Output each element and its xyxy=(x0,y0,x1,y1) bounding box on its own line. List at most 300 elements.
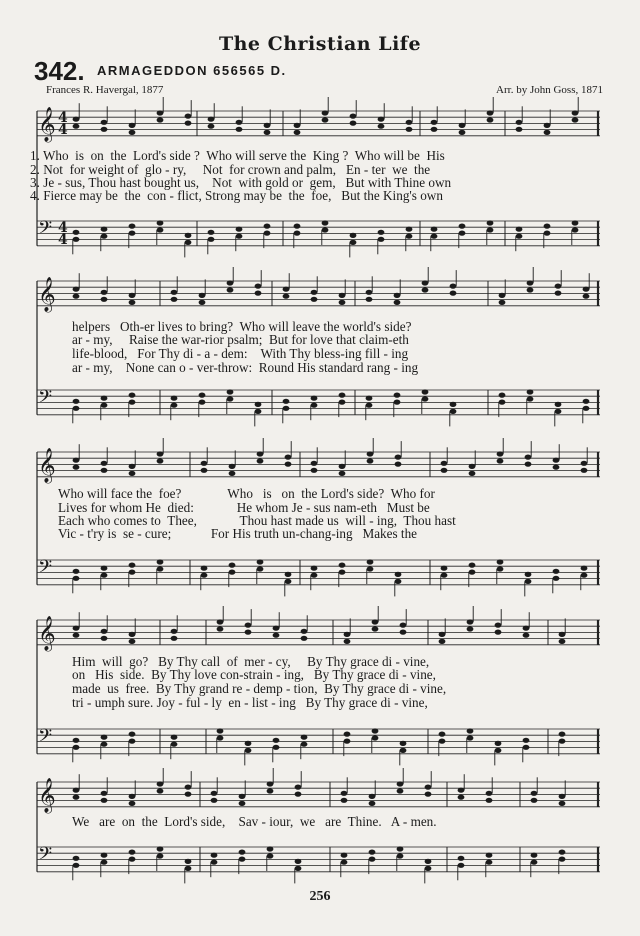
note-head xyxy=(73,863,80,868)
note-head xyxy=(572,227,579,232)
note-head xyxy=(581,468,588,473)
note-head xyxy=(469,471,476,476)
note-head xyxy=(255,402,262,407)
note-head xyxy=(73,856,80,861)
note-head xyxy=(487,110,494,115)
note-head xyxy=(101,468,108,473)
note-head xyxy=(458,863,465,868)
note-head xyxy=(441,461,448,466)
note-head xyxy=(395,572,402,577)
note-head xyxy=(217,728,224,733)
lyric-line-s1-v4: 4. Fierce may be the con - flict, Strong may be the foe, But the King's own xyxy=(30,188,443,203)
note-head xyxy=(516,127,523,132)
note-head xyxy=(101,735,108,740)
note-head xyxy=(73,124,80,129)
note-head xyxy=(185,866,192,871)
note-head xyxy=(422,389,429,394)
note-head xyxy=(157,781,164,786)
note-head xyxy=(129,850,136,855)
note-head xyxy=(425,866,432,871)
note-head xyxy=(339,400,346,405)
note-head xyxy=(425,859,432,864)
note-head xyxy=(208,237,215,242)
note-head xyxy=(572,110,579,115)
lyric-line-s3-v4: Vic - t'ry is se - cure; For His truth un-chang-ing Makes the xyxy=(58,526,418,541)
lyric-line-s4-v1: Him will go? By Thy call of mer - cy, By Thy grace di - vine, xyxy=(72,654,430,669)
note-head xyxy=(372,619,379,624)
note-head xyxy=(217,626,224,631)
note-head xyxy=(467,619,474,624)
treble-clef-icon: 𝄞 xyxy=(38,616,56,651)
lyric-line-s2-v1: helpers Oth-er lives to bring? Who will leave the world's side? xyxy=(72,319,412,334)
note-head xyxy=(431,234,438,239)
note-head xyxy=(339,293,346,298)
note-head xyxy=(559,794,566,799)
note-head xyxy=(239,857,246,862)
note-head xyxy=(267,788,274,793)
lyric-line-s3-v1: Who will face the foe? Who is on the Lord's side? Who for xyxy=(58,486,435,501)
note-head xyxy=(486,860,493,865)
note-head xyxy=(101,461,108,466)
note-head xyxy=(544,130,551,135)
note-head xyxy=(255,291,262,296)
note-head xyxy=(339,393,346,398)
note-head xyxy=(372,728,379,733)
note-head xyxy=(555,284,562,289)
note-head xyxy=(101,742,108,747)
note-head xyxy=(339,464,346,469)
lyric-line-s2-v4: ar - my, None can o - ver-throw: Round His standard rang - ing xyxy=(72,360,419,375)
note-head xyxy=(469,570,476,575)
note-head xyxy=(157,451,164,456)
note-head xyxy=(101,791,108,796)
note-head xyxy=(499,400,506,405)
note-head xyxy=(583,287,590,292)
note-head xyxy=(129,231,136,236)
note-head xyxy=(101,234,108,239)
note-head xyxy=(285,579,292,584)
note-head xyxy=(523,738,530,743)
note-head xyxy=(400,623,407,628)
note-head xyxy=(458,788,465,793)
note-head xyxy=(439,739,446,744)
page-number: 256 xyxy=(309,889,331,904)
note-head xyxy=(101,636,108,641)
note-head xyxy=(378,237,385,242)
note-head xyxy=(369,801,376,806)
time-signature: 4 xyxy=(58,122,68,138)
note-head xyxy=(295,792,302,797)
lyric-line-s4-v2: on His side. By Thy love con-strain - ing, By Thy grace di - vine, xyxy=(72,667,436,682)
note-head xyxy=(544,123,551,128)
note-head xyxy=(157,566,164,571)
note-head xyxy=(245,748,252,753)
note-head xyxy=(129,632,136,637)
note-head xyxy=(101,403,108,408)
note-head xyxy=(208,117,215,122)
note-head xyxy=(157,853,164,858)
note-head xyxy=(431,127,438,132)
note-head xyxy=(73,788,80,793)
note-head xyxy=(157,846,164,851)
note-head xyxy=(199,393,206,398)
note-head xyxy=(227,287,234,292)
note-head xyxy=(341,791,348,796)
note-head xyxy=(273,633,280,638)
bass-clef-icon: 𝄢 xyxy=(38,726,53,751)
note-head xyxy=(581,566,588,571)
note-head xyxy=(208,230,215,235)
note-head xyxy=(344,732,351,737)
note-head xyxy=(129,130,136,135)
note-head xyxy=(559,739,566,744)
note-head xyxy=(255,409,262,414)
note-head xyxy=(283,287,290,292)
note-head xyxy=(497,566,504,571)
note-head xyxy=(525,455,532,460)
note-head xyxy=(129,732,136,737)
note-head xyxy=(395,579,402,584)
note-head xyxy=(171,742,178,747)
note-head xyxy=(497,458,504,463)
note-head xyxy=(583,406,590,411)
note-head xyxy=(283,399,290,404)
note-head xyxy=(486,791,493,796)
note-head xyxy=(525,572,532,577)
note-head xyxy=(341,798,348,803)
lyric-line-s1-v3: 3. Je - sus, Thou hast bought us, Not with gold or gem, But with Thine own xyxy=(30,175,452,190)
note-head xyxy=(239,794,246,799)
note-head xyxy=(469,464,476,469)
lyric-line-s1-v2: 2. Not for weight of glo - ry, Not for crown and palm, En - ter we the xyxy=(30,162,431,177)
note-head xyxy=(264,130,271,135)
note-head xyxy=(459,130,466,135)
note-head xyxy=(227,389,234,394)
note-head xyxy=(101,127,108,132)
note-head xyxy=(367,559,374,564)
note-head xyxy=(431,227,438,232)
note-head xyxy=(285,572,292,577)
note-head xyxy=(369,850,376,855)
note-head xyxy=(467,735,474,740)
note-head xyxy=(171,403,178,408)
note-head xyxy=(406,127,413,132)
note-head xyxy=(185,121,192,126)
note-head xyxy=(397,853,404,858)
note-head xyxy=(394,293,401,298)
note-head xyxy=(523,633,530,638)
note-head xyxy=(450,402,457,407)
note-head xyxy=(311,403,318,408)
note-head xyxy=(101,120,108,125)
note-head xyxy=(171,735,178,740)
note-head xyxy=(101,297,108,302)
note-head xyxy=(555,402,562,407)
note-head xyxy=(129,293,136,298)
note-head xyxy=(369,857,376,862)
note-head xyxy=(255,284,262,289)
lyric-line-s1-v1: 1. Who is on the Lord's side ? Who will serve the King ? Who will be His xyxy=(30,148,445,163)
note-head xyxy=(344,739,351,744)
note-head xyxy=(185,859,192,864)
note-head xyxy=(497,451,504,456)
note-head xyxy=(73,399,80,404)
time-signature: 4 xyxy=(58,110,68,126)
note-head xyxy=(229,471,236,476)
note-head xyxy=(217,619,224,624)
note-head xyxy=(400,630,407,635)
note-head xyxy=(73,738,80,743)
note-head xyxy=(311,461,318,466)
note-head xyxy=(372,735,379,740)
note-head xyxy=(311,468,318,473)
note-head xyxy=(101,227,108,232)
note-head xyxy=(495,630,502,635)
note-head xyxy=(73,294,80,299)
note-head xyxy=(273,745,280,750)
note-head xyxy=(73,458,80,463)
note-head xyxy=(283,406,290,411)
note-head xyxy=(311,297,318,302)
note-head xyxy=(531,798,538,803)
note-head xyxy=(73,230,80,235)
note-head xyxy=(322,110,329,115)
note-head xyxy=(394,400,401,405)
note-head xyxy=(487,117,494,122)
note-head xyxy=(229,563,236,568)
note-head xyxy=(350,121,357,126)
note-head xyxy=(129,123,136,128)
note-head xyxy=(73,237,80,242)
treble-clef-icon: 𝄞 xyxy=(38,448,56,483)
note-head xyxy=(544,231,551,236)
note-head xyxy=(553,465,560,470)
note-head xyxy=(227,280,234,285)
author-credit: Frances R. Havergal, 1877 xyxy=(46,84,164,96)
note-head xyxy=(171,297,178,302)
note-head xyxy=(129,801,136,806)
note-head xyxy=(129,400,136,405)
note-head xyxy=(378,124,385,129)
note-head xyxy=(394,393,401,398)
note-head xyxy=(185,792,192,797)
note-head xyxy=(559,632,566,637)
note-head xyxy=(516,234,523,239)
note-head xyxy=(285,455,292,460)
note-head xyxy=(458,795,465,800)
note-head xyxy=(397,788,404,793)
note-head xyxy=(459,231,466,236)
note-head xyxy=(236,234,243,239)
note-head xyxy=(171,290,178,295)
note-head xyxy=(236,127,243,132)
note-head xyxy=(350,240,357,245)
note-head xyxy=(157,220,164,225)
note-head xyxy=(129,570,136,575)
note-head xyxy=(257,451,264,456)
note-head xyxy=(559,732,566,737)
note-head xyxy=(295,866,302,871)
note-head xyxy=(257,559,264,564)
note-head xyxy=(301,636,308,641)
note-head xyxy=(171,629,178,634)
note-head xyxy=(525,579,532,584)
note-head xyxy=(572,220,579,225)
note-head xyxy=(295,859,302,864)
note-head xyxy=(394,300,401,305)
note-head xyxy=(441,566,448,571)
note-head xyxy=(531,791,538,796)
note-head xyxy=(267,853,274,858)
note-head xyxy=(101,629,108,634)
note-head xyxy=(467,728,474,733)
note-head xyxy=(367,451,374,456)
note-head xyxy=(581,573,588,578)
note-head xyxy=(185,785,192,790)
note-head xyxy=(201,573,208,578)
note-head xyxy=(531,853,538,858)
note-head xyxy=(395,462,402,467)
note-head xyxy=(229,570,236,575)
note-head xyxy=(523,626,530,631)
note-head xyxy=(425,792,432,797)
note-head xyxy=(239,850,246,855)
note-head xyxy=(129,563,136,568)
note-head xyxy=(400,748,407,753)
note-head xyxy=(406,234,413,239)
note-head xyxy=(301,629,308,634)
note-head xyxy=(322,220,329,225)
note-head xyxy=(450,409,457,414)
note-head xyxy=(527,280,534,285)
bass-clef-icon: 𝄢 xyxy=(38,557,53,582)
note-head xyxy=(294,224,301,229)
note-head xyxy=(369,794,376,799)
note-head xyxy=(101,860,108,865)
note-head xyxy=(350,114,357,119)
note-head xyxy=(559,850,566,855)
note-head xyxy=(294,231,301,236)
note-head xyxy=(211,853,218,858)
treble-clef-icon: 𝄞 xyxy=(38,778,56,813)
note-head xyxy=(245,623,252,628)
note-head xyxy=(185,114,192,119)
bass-clef-icon: 𝄢 xyxy=(38,844,53,869)
note-head xyxy=(157,788,164,793)
note-head xyxy=(422,287,429,292)
tune-name: ARMAGEDDON 656565 D. xyxy=(97,63,287,78)
hymn-number: 342. xyxy=(34,56,85,86)
note-head xyxy=(73,117,80,122)
lyric-line-s4-v3: made us free. By Thy grand re - demp - tion, By Thy grace di - vine, xyxy=(72,681,447,696)
note-head xyxy=(406,227,413,232)
treble-clef-icon: 𝄞 xyxy=(38,107,56,142)
note-head xyxy=(555,409,562,414)
note-head xyxy=(129,857,136,862)
note-head xyxy=(525,462,532,467)
note-head xyxy=(101,290,108,295)
note-head xyxy=(129,224,136,229)
note-head xyxy=(341,853,348,858)
note-head xyxy=(201,468,208,473)
treble-clef-icon: 𝄞 xyxy=(38,277,56,312)
note-head xyxy=(553,576,560,581)
note-head xyxy=(395,455,402,460)
note-head xyxy=(439,639,446,644)
note-head xyxy=(257,566,264,571)
note-head xyxy=(295,785,302,790)
note-head xyxy=(439,632,446,637)
note-head xyxy=(378,230,385,235)
note-head xyxy=(527,396,534,401)
note-head xyxy=(73,406,80,411)
note-head xyxy=(531,860,538,865)
note-head xyxy=(495,623,502,628)
note-head xyxy=(73,626,80,631)
note-head xyxy=(397,781,404,786)
arranger-credit: Arr. by John Goss, 1871 xyxy=(496,84,603,96)
note-head xyxy=(495,748,502,753)
note-head xyxy=(341,860,348,865)
note-head xyxy=(101,573,108,578)
note-head xyxy=(73,745,80,750)
note-head xyxy=(285,462,292,467)
note-head xyxy=(171,396,178,401)
note-head xyxy=(516,227,523,232)
note-head xyxy=(553,569,560,574)
note-head xyxy=(311,290,318,295)
note-head xyxy=(459,224,466,229)
note-head xyxy=(486,798,493,803)
note-head xyxy=(441,573,448,578)
note-head xyxy=(459,123,466,128)
note-head xyxy=(157,110,164,115)
note-head xyxy=(523,745,530,750)
note-head xyxy=(366,403,373,408)
note-head xyxy=(467,626,474,631)
note-head xyxy=(487,220,494,225)
note-head xyxy=(499,293,506,298)
note-head xyxy=(581,461,588,466)
note-head xyxy=(211,791,218,796)
note-head xyxy=(497,559,504,564)
note-head xyxy=(527,287,534,292)
note-head xyxy=(339,300,346,305)
note-head xyxy=(239,801,246,806)
note-head xyxy=(101,566,108,571)
note-head xyxy=(73,569,80,574)
note-head xyxy=(283,294,290,299)
note-head xyxy=(217,735,224,740)
note-head xyxy=(229,464,236,469)
note-head xyxy=(425,785,432,790)
note-head xyxy=(553,458,560,463)
note-head xyxy=(129,794,136,799)
note-head xyxy=(516,120,523,125)
note-head xyxy=(101,853,108,858)
lyric-line-s2-v2: ar - my, Raise the war-rior psalm; But for love that claim-eth xyxy=(72,332,409,347)
note-head xyxy=(499,393,506,398)
note-head xyxy=(236,227,243,232)
note-head xyxy=(199,293,206,298)
note-head xyxy=(422,280,429,285)
note-head xyxy=(450,291,457,296)
note-head xyxy=(486,853,493,858)
note-head xyxy=(311,566,318,571)
note-head xyxy=(439,732,446,737)
note-head xyxy=(208,124,215,129)
note-head xyxy=(157,458,164,463)
